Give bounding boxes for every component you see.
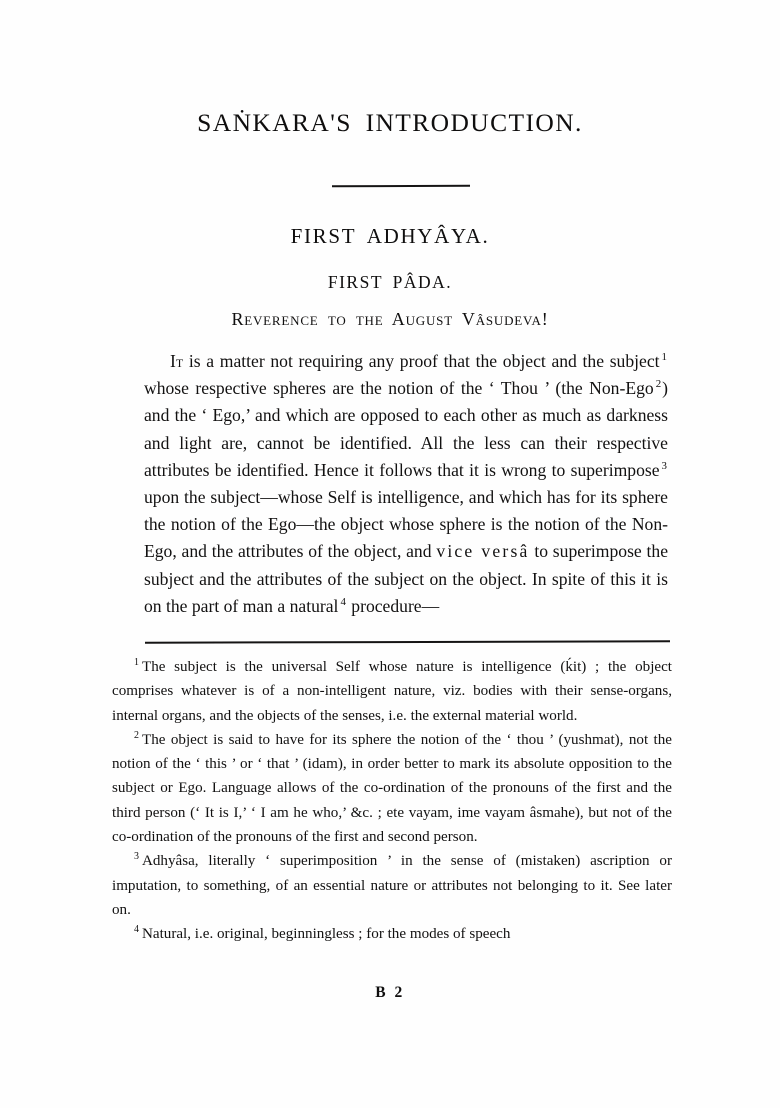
reverence-heading: Reverence to the August Vâsudeva! (231, 309, 549, 329)
body-segment-3: ) and the ‘ Ego,’ and which are opposed to each other as much as darkness and light are, cannot be identified. All the less can their respective attributes be identified. Hence it follows that it is wrong to superimpose (144, 378, 668, 480)
body-segment-2: whose respective spheres are the notion of the ‘ Thou ’ (the Non-Ego (144, 378, 654, 399)
body-paragraph (144, 348, 668, 620)
emphasized-phrase: vice versâ (436, 541, 530, 562)
footnotes-block (112, 655, 672, 947)
footnote-item (112, 655, 672, 728)
footnote-separator-rule (145, 640, 670, 643)
footnote-number: 2 (134, 729, 139, 741)
footnote-number: 3 (134, 851, 139, 863)
footnote-marker-1: 1 (661, 351, 667, 364)
footnote-marker-2: 2 (655, 378, 662, 391)
body-segment-1: is a matter not requiring any proof that the object and the subject (183, 351, 660, 371)
footnote-item (112, 922, 672, 946)
footnote-text: The subject is the universal Self whose nature is intelligence (ḱit) ; the object comprises whatever is of a non-intelligent nature, viz. bodies with their sense-organs, internal organs, and the objects of the senses, i.e. the external material world. (112, 659, 672, 724)
footnote-item (112, 849, 672, 922)
paragraph-lead-word: It (170, 351, 184, 371)
running-head: SAṄKARA'S INTRODUCTION. (197, 108, 583, 137)
body-segment-5: to superimpose the subject and the attributes of the subject on the object. In spite of this it is on the part of man a natural (144, 541, 669, 616)
adhyaya-heading: FIRST ADHYÂYA. (290, 224, 490, 248)
body-segment-6: procedure— (346, 595, 440, 616)
footnote-text: The object is said to have for its sphere the notion of the ‘ thou ’ (yushmat), not the notion of the ‘ this ’ or ‘ that ’ (idam), in order better to mark its absolute opposition to the subject or Ego. Language allows of the co-ordination of the pronouns of the first and the third person (‘ It is I,’ ‘ I am he who,’ &c. ; ete vayam, ime vayam âsmahe), but not of the co-ordination of the pronouns of the first and second person. (112, 731, 672, 846)
body-segment-4: upon the subject—whose Self is intelligence, and which has for its sphere the notion of the Ego—the object whose sphere is the notion of the Non-Ego, and the attributes of the object, and (144, 487, 668, 562)
footnote-text: Natural, i.e. original, beginningless ; for the modes of speech (141, 926, 511, 943)
page-signature: B 2 (375, 984, 405, 1001)
footnote-text: Adhyâsa, literally ‘ superimposition ’ in the sense of (mistaken) ascription or imputation, to something, of an essential nature or attributes not belonging to it. See later on. (112, 853, 672, 918)
title-divider-rule (332, 185, 470, 188)
footnote-marker-3: 3 (661, 459, 667, 472)
footnote-number: 1 (134, 656, 139, 668)
footnote-number: 4 (134, 924, 139, 936)
pada-heading: FIRST PÂDA. (327, 272, 453, 292)
footnote-item (112, 728, 672, 849)
body-text-block (144, 348, 668, 620)
footnote-marker-4: 4 (340, 595, 346, 608)
